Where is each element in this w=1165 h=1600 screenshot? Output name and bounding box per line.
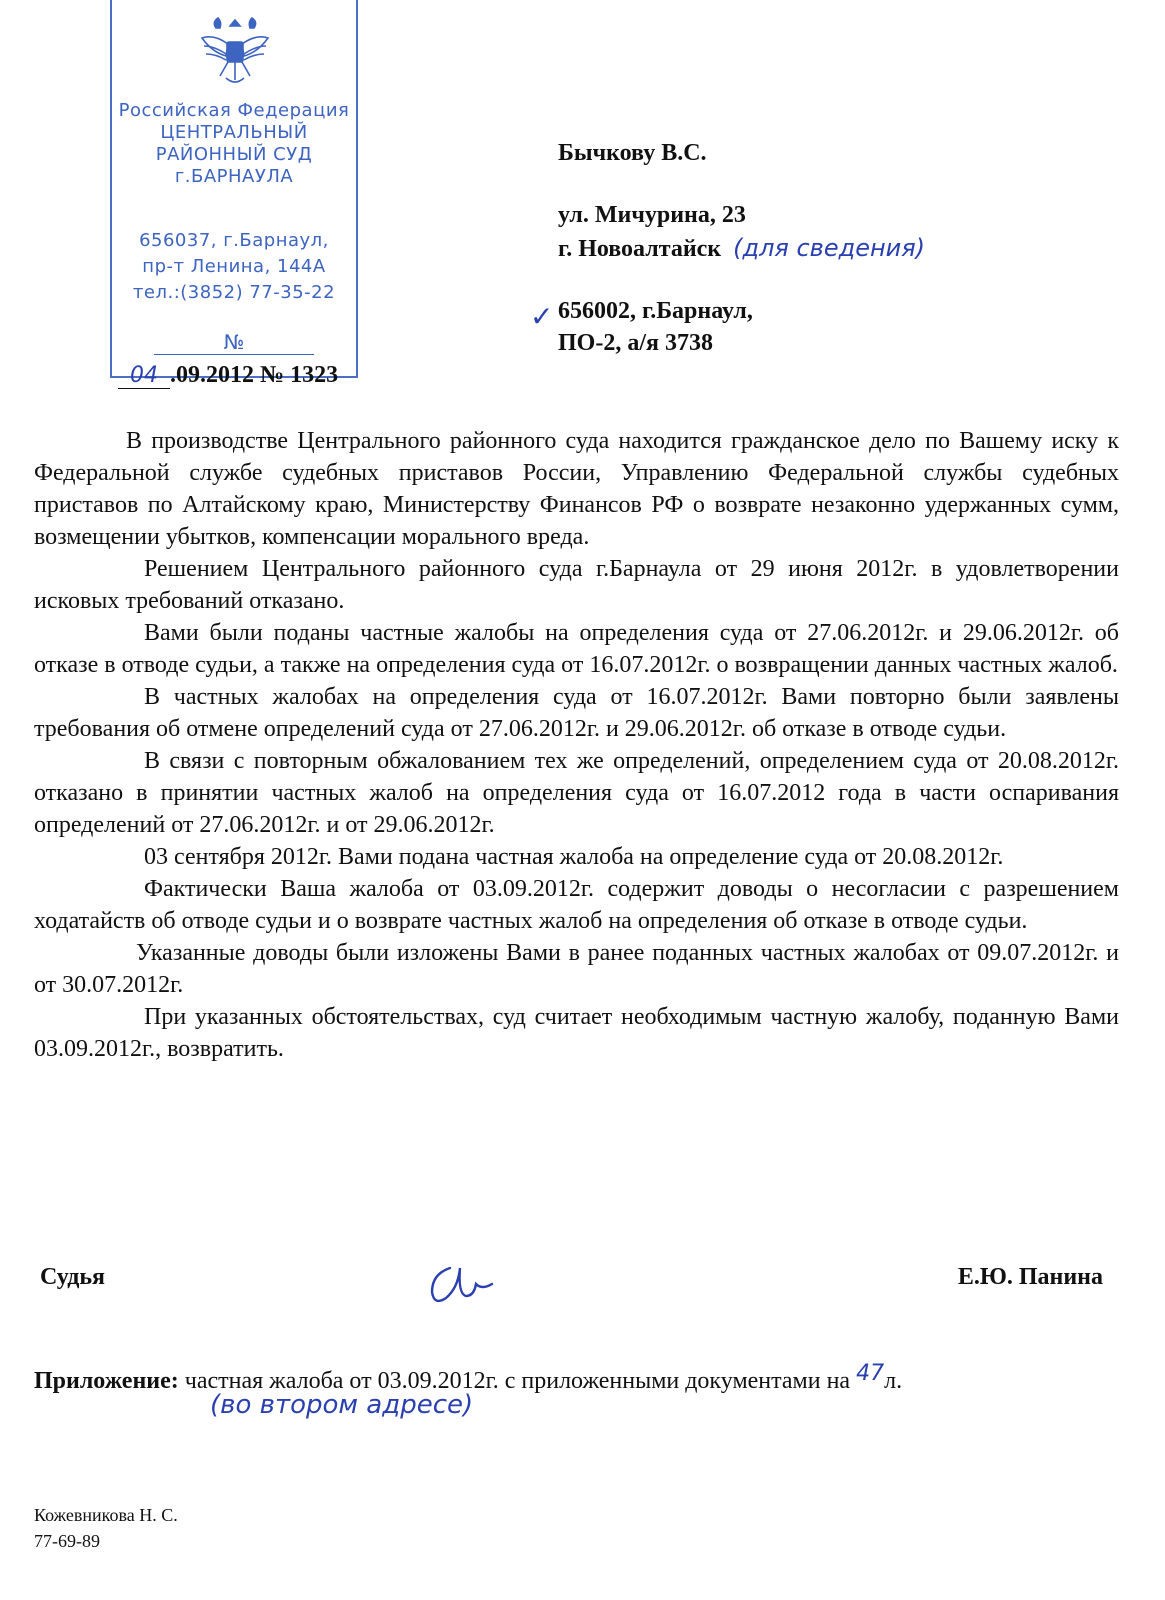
check-mark: ✓ bbox=[530, 300, 554, 333]
stamp-line-central: ЦЕНТРАЛЬНЫЙ bbox=[160, 122, 308, 143]
executor-name: Кожевникова Н. С. bbox=[34, 1505, 178, 1525]
body-paragraph: 03 сентября 2012г. Вами подана частная жалоба на определение суда от 20.08.2012г. bbox=[144, 844, 1004, 870]
attachment-suffix: л. bbox=[884, 1368, 903, 1394]
letter-body bbox=[34, 425, 1119, 1065]
body-paragraph: Указанные доводы были изложены Вами в ранее поданных частных жалобах от 09.07.2012г. и от 30.07.2012г. bbox=[34, 940, 1119, 998]
body-paragraph: В связи с повторным обжалованием тех же определений, определением суда от 20.08.2012г. отказано в принятии частных жалоб на определения суда от 16.07.2012 года в части оспаривания определений от 27.06.2012г. и от 29.06.2012г. bbox=[34, 748, 1119, 838]
outgoing-day-handwritten: 04 bbox=[118, 363, 170, 389]
body-paragraph: Решением Центрального районного суда г.Барнаула от 29 июня 2012г. в удовлетворении исковых требований отказано. bbox=[34, 556, 1119, 614]
outgoing-date-number: .09.2012 № 1323 bbox=[170, 362, 339, 388]
addressee-street: ул. Мичурина, 23 bbox=[558, 202, 746, 228]
stamp-line-phone: тел.:(3852) 77-35-22 bbox=[132, 282, 336, 303]
double-headed-eagle-emblem bbox=[196, 12, 274, 92]
stamp-line-street: пр-т Ленина, 144А bbox=[142, 256, 326, 277]
body-paragraph: Фактически Ваша жалоба от 03.09.2012г. содержит доводы о несогласии с разрешением ходатайств об отводе судьи и о возврате частных жалоб на определения об отказе в отводе судьи. bbox=[34, 876, 1119, 934]
addressee-city: г. Новоалтайск bbox=[558, 236, 722, 262]
court-stamp bbox=[110, 0, 358, 378]
attachment-label: Приложение: bbox=[34, 1368, 179, 1394]
judge-title: Судья bbox=[40, 1264, 106, 1290]
body-paragraph: В производстве Центрального районного суда находится гражданское дело по Вашему иску к Федеральной службе судебных приставов России, Управлению Федеральной службы судебных приставов по Алтайскому краю, Министерству Финансов РФ о возврате незаконно удержанных сумм, возмещении убытков, компенсации морального вреда. bbox=[34, 428, 1119, 550]
stamp-line-postcode: 656037, г.Барнаул, bbox=[139, 230, 329, 251]
handwritten-signature bbox=[420, 1250, 500, 1310]
body-paragraph: Вами были поданы частные жалобы на определения суда от 27.06.2012г. и 29.06.2012г. об отказе в отводе судьи, а также на определения суда от 16.07.2012г. о возвращении данных частных жалоб. bbox=[34, 620, 1119, 678]
addressee-city-line bbox=[558, 234, 925, 263]
stamp-line-city: г.БАРНАУЛА bbox=[174, 166, 294, 187]
attachment-text: частная жалоба от 03.09.2012г. с приложенными документами на bbox=[178, 1368, 857, 1394]
stamp-number-field: № bbox=[112, 330, 356, 355]
addressee-name: Бычкову В.С. bbox=[558, 140, 707, 166]
attachment-handwritten-note: (во втором адресе) bbox=[210, 1390, 474, 1420]
stamp-line-court: РАЙОННЫЙ СУД bbox=[155, 144, 313, 165]
addressee-box: ПО-2, а/я 3738 bbox=[558, 330, 713, 356]
stamp-line-country: Российская Федерация bbox=[118, 100, 350, 121]
outgoing-number bbox=[118, 362, 338, 389]
attachment-page-count: 47 bbox=[856, 1361, 885, 1386]
body-paragraph: При указанных обстоятельствах, суд считает необходимым частную жалобу, поданную Вами 03.09.2012г., возвратить. bbox=[34, 1004, 1119, 1062]
body-paragraph: В частных жалобах на определения суда от 16.07.2012г. Вами повторно были заявлены требования об отмене определений суда от 27.06.2012г. и 29.06.2012г. об отказе в отводе судьи. bbox=[34, 684, 1119, 742]
judge-name: Е.Ю. Панина bbox=[957, 1264, 1103, 1290]
addressee-postal: 656002, г.Барнаул, bbox=[558, 298, 753, 324]
executor-phone: 77-69-89 bbox=[34, 1531, 100, 1551]
executor-block bbox=[34, 1502, 178, 1554]
for-information-note: (для сведения) bbox=[733, 234, 926, 262]
